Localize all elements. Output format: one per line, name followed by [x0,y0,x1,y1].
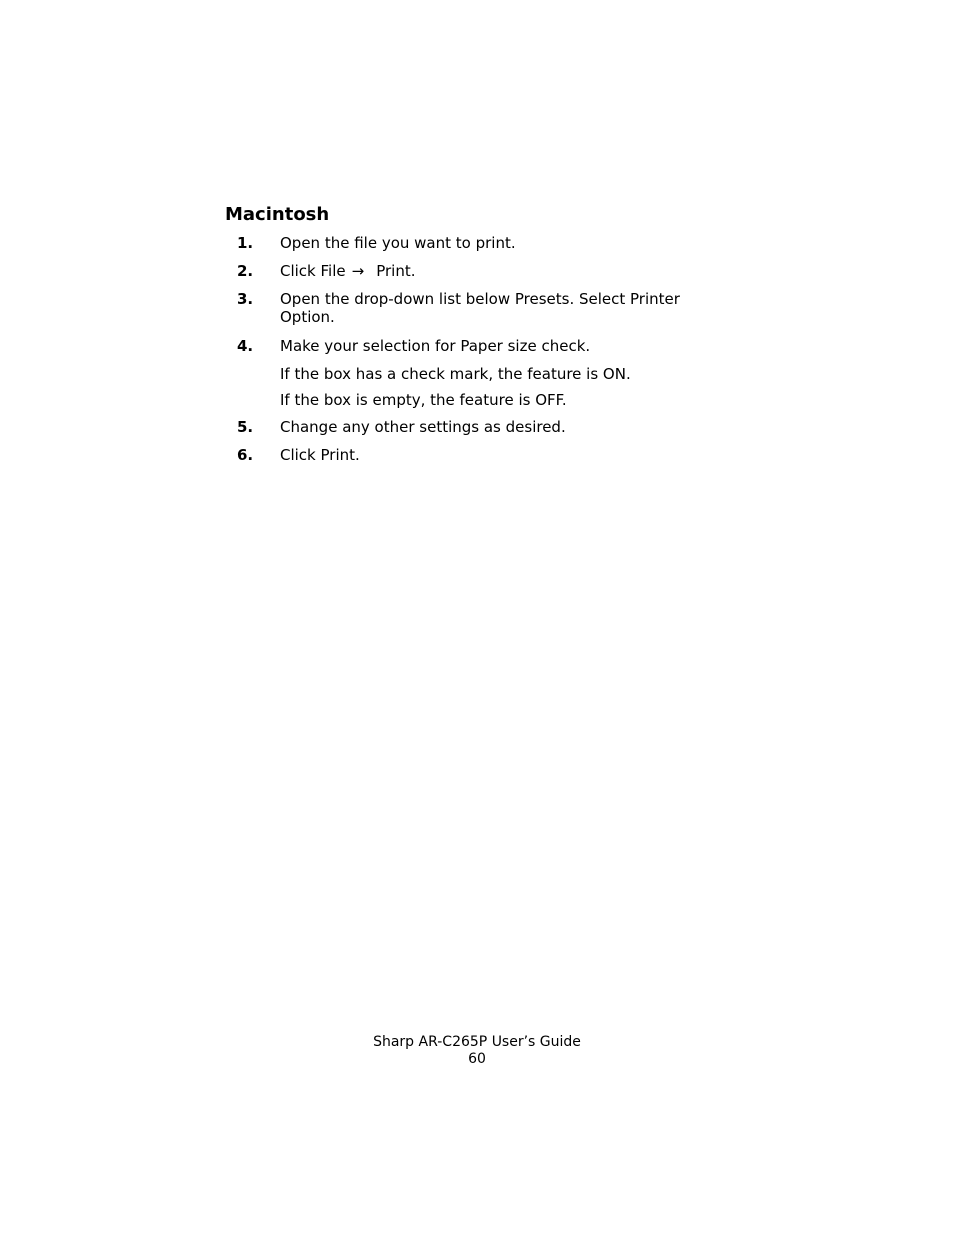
footer-guide-title: Sharp AR-C265P User’s Guide [373,1034,581,1050]
step-number: 3. [237,290,254,308]
step-text-before: Click File [280,262,346,280]
footer-page-number: 60 [468,1051,486,1067]
step-text: Open the drop-down list below Presets. Select Printer Option. [280,290,680,326]
step-number: 4. [237,337,254,355]
step-text: Change any other settings as desired. [280,418,566,436]
right-arrow-icon: → [351,262,365,280]
step-text-after: Print. [376,262,416,280]
step-number: 6. [237,446,254,464]
step-number: 5. [237,418,254,436]
step-text [280,262,720,280]
section-title: Macintosh [225,204,330,225]
note-checked: If the box has a check mark, the feature is ON. [280,365,631,383]
step-number: 1. [237,234,254,252]
step-text: Make your selection for Paper size check. [280,337,591,355]
step-number: 2. [237,262,254,280]
step-text: Open the file you want to print. [280,234,516,252]
step-text: Click Print. [280,446,360,464]
note-empty: If the box is empty, the feature is OFF. [280,391,567,409]
